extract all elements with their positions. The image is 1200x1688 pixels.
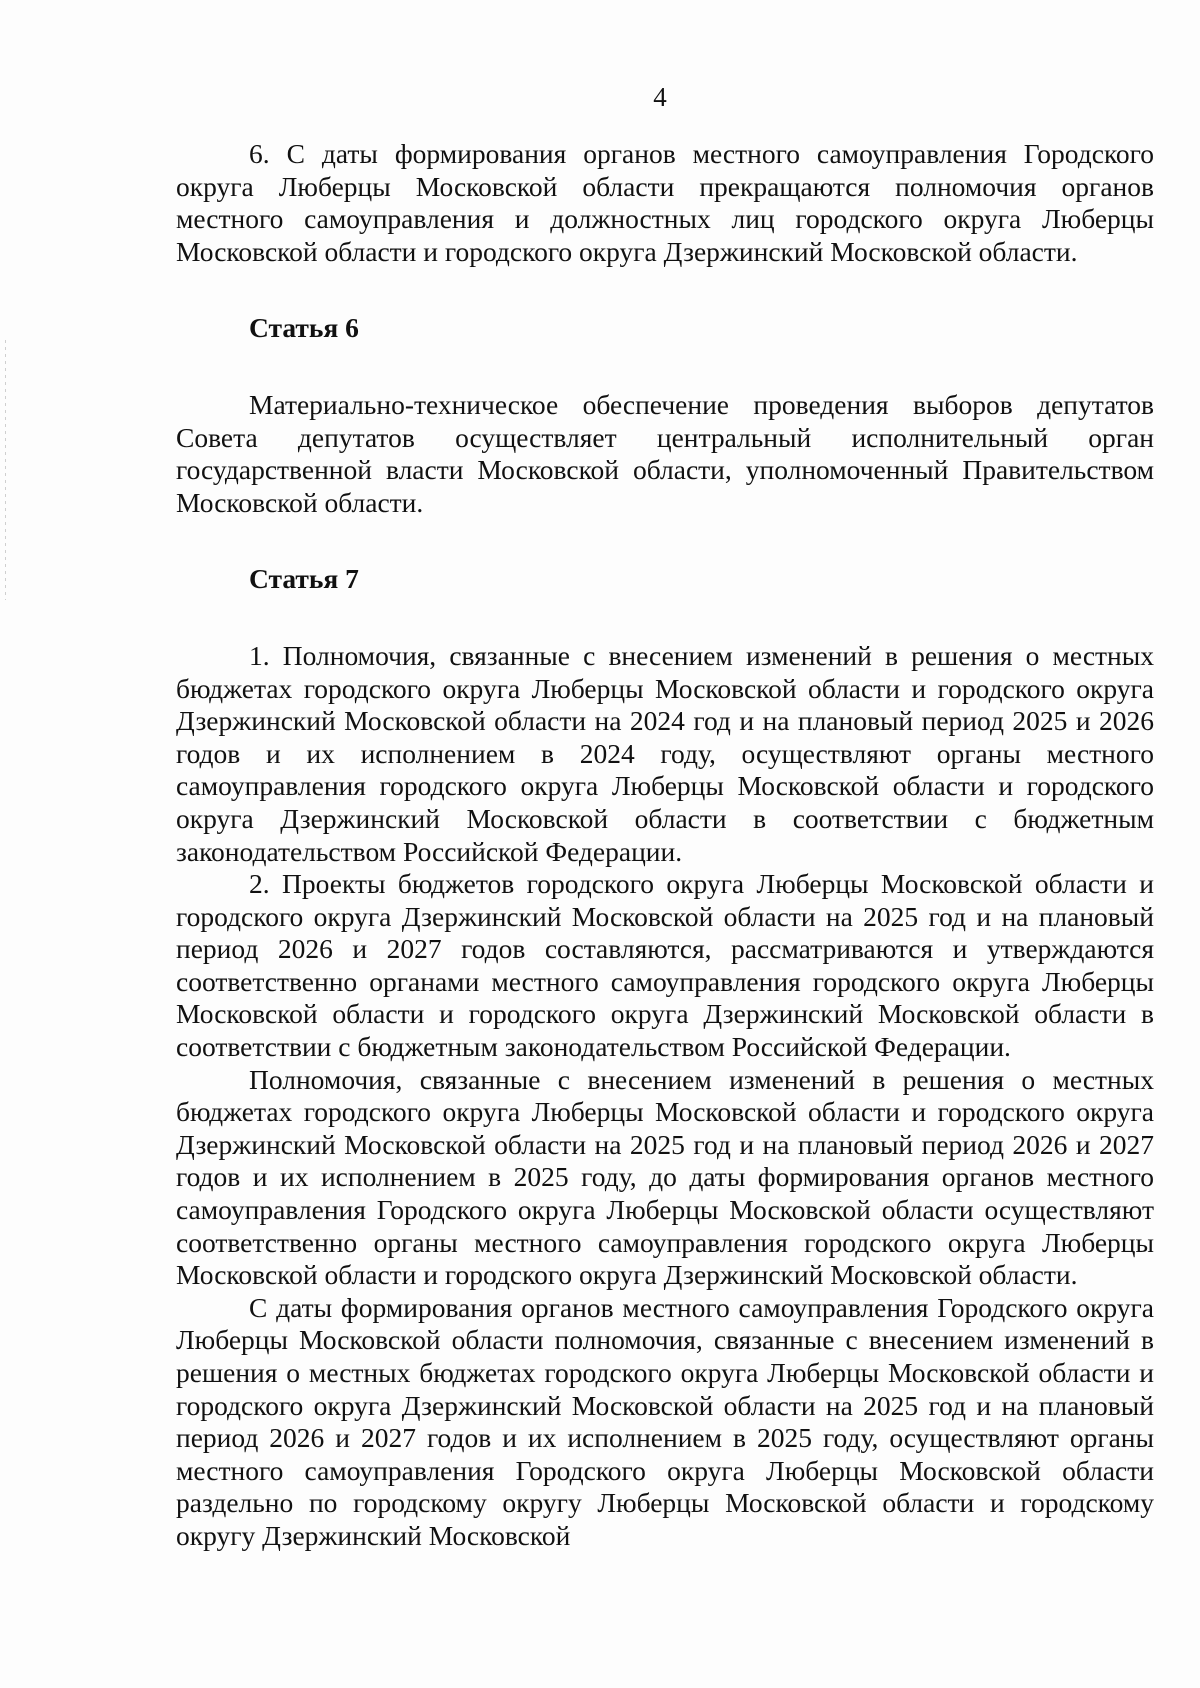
article-7-paragraph-2: 2. Проекты бюджетов городского округа Люберцы Московской области и городского округа Дзержинский Московской области на 2025 год и на плановый период 2026 и 2027 годов составляются, рассматриваются и утверждаются соответственно органами местного самоуправления городского округа Люберцы Московской области и городского округа Дзержинский Московской области в соответствии с бюджетным законодательством Российской Федерации. bbox=[176, 868, 1154, 1063]
article-6-heading: Статья 6 bbox=[249, 312, 359, 344]
article-6-paragraph: Материально-техническое обеспечение проведения выборов депутатов Совета депутатов осуществляет центральный исполнительный орган государственной власти Московской области, уполномоченный Правительством Московской области. bbox=[176, 388, 1154, 518]
article-7-paragraph-1: 1. Полномочия, связанные с внесением изменений в решения о местных бюджетах городского округа Люберцы Московской области и городского округа Дзержинский Московской области на 2024 год и на плановый период 2025 и 2026 годов и их исполнением в 2024 году, осуществляют органы местного самоуправления городского округа Люберцы Московской области и городского округа Дзержинский Московской области в соответствии с бюджетным законодательством Российской Федерации. bbox=[176, 639, 1154, 867]
scan-margin-mark bbox=[5, 340, 6, 600]
article-7-paragraph-3: Полномочия, связанные с внесением изменений в решения о местных бюджетах городского округа Люберцы Московской области и городского округа Дзержинский Московской области на 2025 год и на плановый период 2026 и 2027 годов и их исполнением в 2025 году, до даты формирования органов местного самоуправления Городского округа Люберцы Московской области осуществляют соответственно органы местного самоуправления городского округа Люберцы Московской области и городского округа Дзержинский Московской области. bbox=[176, 1063, 1154, 1291]
article-7-paragraph-4: С даты формирования органов местного самоуправления Городского округа Люберцы Московской области полномочия, связанные с внесением изменений в решения о местных бюджетах городского округа Люберцы Московской области и городского округа Дзержинский Московской области на 2025 год и на плановый период 2026 и 2027 годов и их исполнением в 2025 году, осуществляют органы местного самоуправления Городского округа Люберцы Московской области раздельно по городскому округу Люберцы Московской области и городскому округу Дзержинский Московской bbox=[176, 1291, 1154, 1551]
paragraph-article5-item6: 6. С даты формирования органов местного самоуправления Городского округа Люберцы Московской области прекращаются полномочия органов местного самоуправления и должностных лиц городского округа Люберцы Московской области и городского округа Дзержинский Московской области. bbox=[176, 138, 1154, 267]
article-7-heading: Статья 7 bbox=[249, 563, 359, 595]
page-number: 4 bbox=[653, 82, 667, 112]
document-body bbox=[176, 138, 1154, 1553]
